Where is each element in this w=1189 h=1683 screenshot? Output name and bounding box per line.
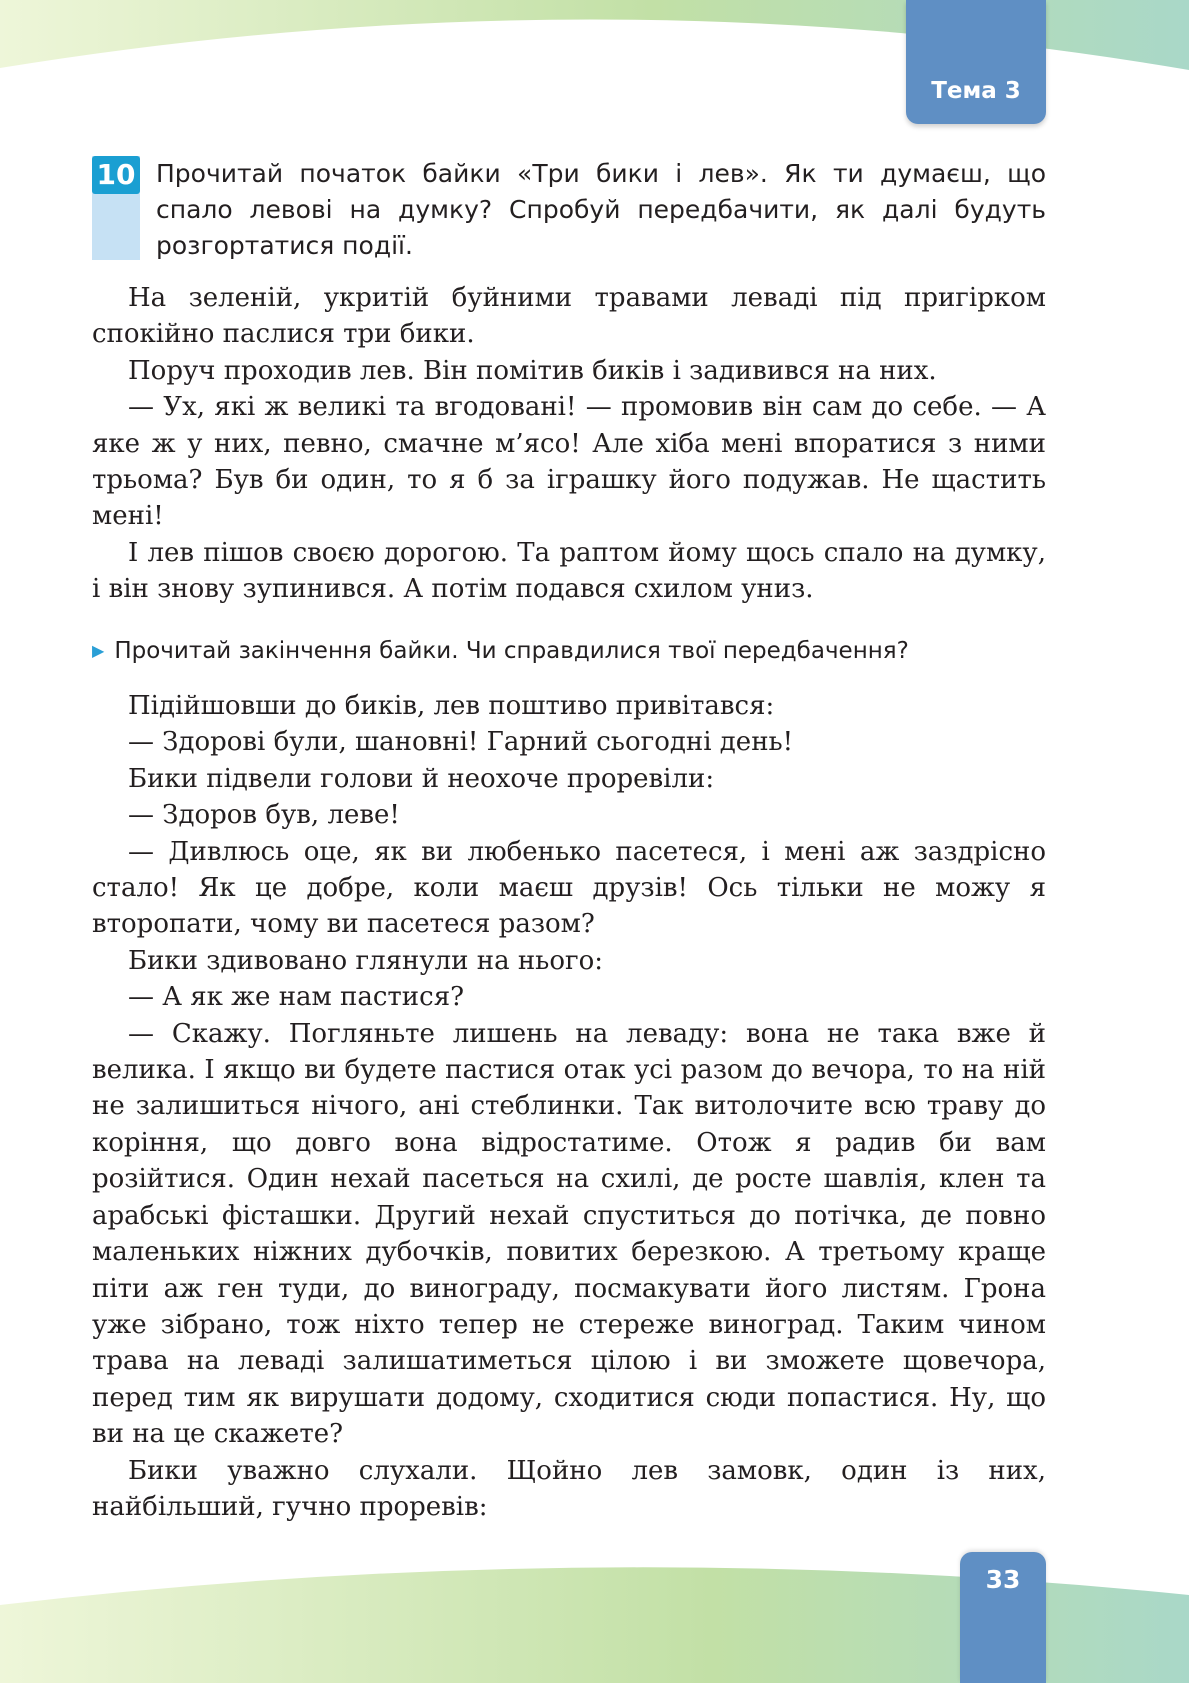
story-paragraph: Бики уважно слухали. Щойно лев замовк, один із них, найбільший, гучно проревів:: [92, 1455, 1046, 1522]
story-paragraph: — А як же нам пастися?: [128, 982, 465, 1013]
task-instruction: Прочитай початок байки «Три бики і лев». Як ти думаєш, що спало левові на думку? Спробуй передбачити, як далі будуть розгортатися події.: [156, 159, 1046, 260]
task-number: 10: [92, 156, 140, 194]
ending-instruction-text: Прочитай закінчення байки. Чи справдилися твої передбачення?: [114, 638, 909, 664]
story-paragraph: — Скажу. Погляньте лишень на леваду: вона не така вже й велика. І якщо ви будете пастися отак усі разом до вечора, то на ній не залишиться нічого, ані стеблинки. Так витолочите всю траву до коріння, що довго вона відростатиме. Отож я радив би вам розійтися. Один нехай пасеться на схилі, де росте шавлія, клен та арабські фісташки. Другий нехай спуститься до потічка, де повно маленьких ніжних дубочків, повитих березкою. А третьому краще піти аж ген туди, до винограду, посмакувати його листям. Грона уже зібрано, тож ніхто тепер не стереже виноград. Таким чином трава на леваді залишатиметься цілою і ви зможете щовечора, перед тим як вирушати додому, сходитися сюди попастися. Ну, що ви на це скажете?: [92, 1018, 1046, 1450]
story-paragraph: Бики здивовано глянули на нього:: [128, 945, 604, 976]
theme-tab: [906, 0, 1046, 124]
story-paragraph: — Здоров був, леве!: [128, 800, 400, 831]
story-beginning: [92, 280, 1046, 608]
story-paragraph: Поруч проходив лев. Він помітив биків і задивився на них.: [128, 355, 937, 386]
story-paragraph: Бики підвели голови й неохоче проревіли:: [128, 763, 715, 794]
triangle-bullet-icon: ▶: [92, 641, 105, 660]
story-paragraph: Підійшовши до биків, лев поштиво привітався:: [128, 691, 775, 721]
story-ending: [92, 688, 1046, 1525]
story-paragraph: І лев пішов своєю дорогою. Та раптом йому щось спало на думку, і він знову зупинився. А потім подався схилом униз.: [92, 537, 1046, 605]
story-paragraph: — Здорові були, шановні! Гарний сьогодні день!: [128, 727, 794, 758]
story-paragraph: — Ух, які ж великі та вгодовані! — промовив він сам до себе. — А яке ж у них, певно, смачне м’ясо! Але хіба мені впоратися з ними трьома? Був би один, то я б за іграшку його подужав. Не щастить мені!: [92, 392, 1046, 532]
theme-label: Тема 3: [931, 78, 1021, 104]
page-number-tab: [960, 1552, 1046, 1683]
ending-instruction: [92, 634, 1052, 668]
story-paragraph: — Дивлюсь оце, як ви любенько пасетеся, і мені аж заздрісно стало! Як це добре, коли маєш друзів! Ось тільки не можу я второпати, чому ви пасетеся разом?: [92, 836, 1046, 940]
page-number: 33: [985, 1565, 1021, 1594]
task-number-badge: [92, 156, 140, 260]
story-paragraph: На зеленій, укритій буйними травами леваді під пригірком спокійно паслися три бики.: [92, 283, 1046, 350]
